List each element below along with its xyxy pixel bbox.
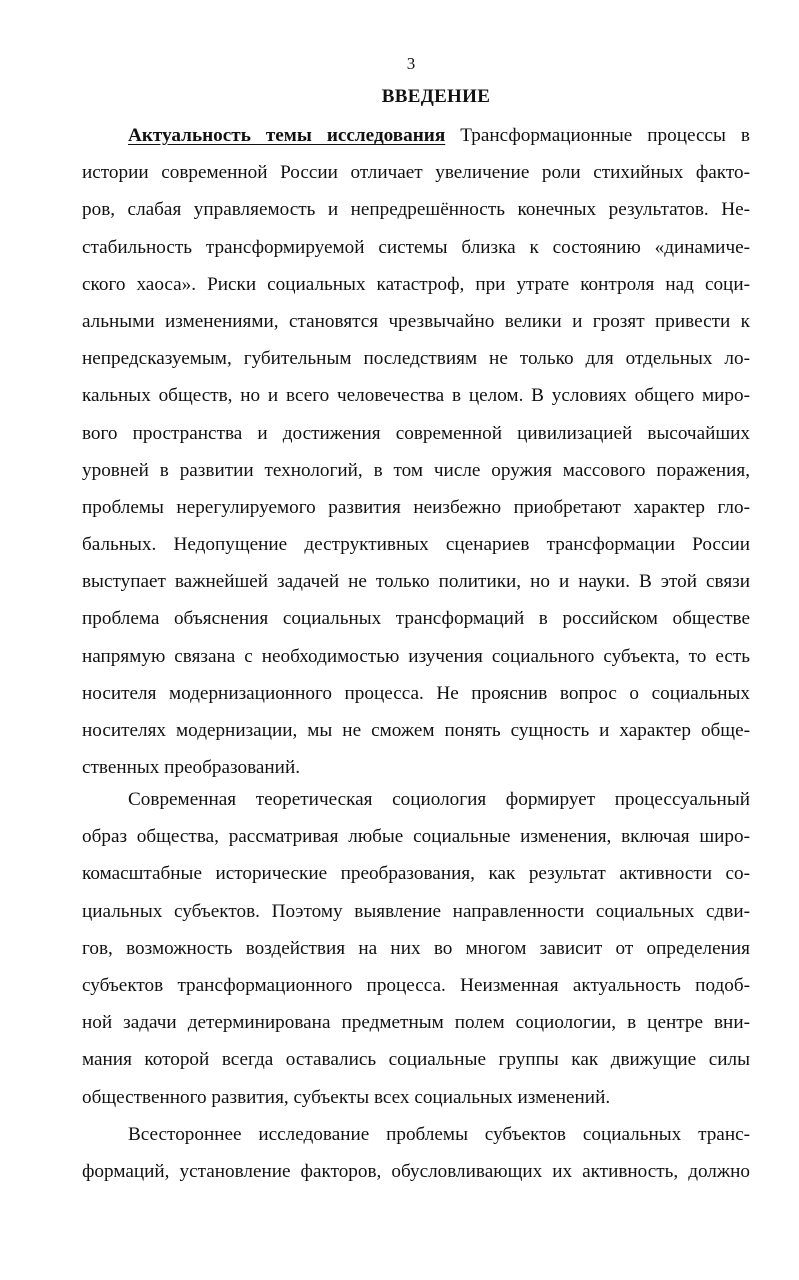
paragraph-line: мания которой всегда оставались социальные группы как движущие силы bbox=[82, 1049, 750, 1071]
paragraph-line: стабильность трансформируемой системы близка к состоянию «динамиче- bbox=[82, 236, 750, 258]
paragraph-line: общественного развития, субъекты всех социальных изменений. bbox=[82, 1086, 611, 1108]
paragraph-line: непредсказуемым, губительным последствиям не только для отдельных ло- bbox=[82, 348, 750, 370]
paragraph-line: альными изменениями, становятся чрезвычайно велики и грозят привести к bbox=[82, 310, 750, 332]
paragraph-subjects bbox=[82, 1116, 750, 1190]
paragraph-line: кальных обществ, но и всего человечества в целом. В условиях общего миро- bbox=[82, 385, 750, 407]
paragraph-relevance bbox=[82, 117, 750, 786]
paragraph-line: выступает важнейшей задачей не только политики, но и науки. В этой связи bbox=[82, 571, 750, 593]
relevance-term: Актуальность темы исследования bbox=[128, 125, 446, 146]
paragraph-line: Современная теоретическая социология формирует процессуальный bbox=[128, 789, 750, 810]
paragraph-line: формаций, установление факторов, обусловливающих их активность, должно bbox=[82, 1161, 750, 1183]
paragraph-line: проблема объяснения социальных трансформаций в российском обществе bbox=[82, 608, 750, 630]
paragraph-line: носителя модернизационного процесса. Не прояснив вопрос о социальных bbox=[82, 682, 750, 704]
paragraph-line: бальных. Недопущение деструктивных сценариев трансформации России bbox=[82, 534, 750, 556]
paragraph-line: комасштабные исторические преобразования, как результат активности со- bbox=[82, 863, 750, 885]
paragraph-line: напрямую связана с необходимостью изучения социального субъекта, то есть bbox=[82, 645, 750, 667]
paragraph-line: уровней в развитии технологий, в том числе оружия массового поражения, bbox=[82, 459, 750, 481]
paragraph-line: истории современной России отличает увеличение роли стихийных факто- bbox=[82, 162, 750, 184]
paragraph-line: ского хаоса». Риски социальных катастроф, при утрате контроля над соци- bbox=[82, 273, 750, 295]
paragraph-line: гов, возможность воздействия на них во многом зависит от определения bbox=[82, 937, 750, 959]
paragraph-line: образ общества, рассматривая любые социальные изменения, включая широ- bbox=[82, 826, 750, 848]
paragraph-line: вого пространства и достижения современной цивилизацией высочайших bbox=[82, 422, 750, 444]
paragraph-line: проблемы нерегулируемого развития неизбежно приобретают характер гло- bbox=[82, 496, 750, 518]
paragraph-line: ров, слабая управляемость и непредрешённость конечных результатов. Не- bbox=[82, 199, 750, 221]
paragraph-line: ной задачи детерминирована предметным полем социологии, в центре вни- bbox=[82, 1012, 750, 1034]
paragraph-line: Актуальность темы исследования Трансформационные процессы в bbox=[128, 125, 750, 146]
paragraph-line: ственных преобразований. bbox=[82, 757, 301, 779]
page-number: 3 bbox=[406, 54, 416, 73]
paragraph-sociology bbox=[82, 781, 750, 1116]
section-heading: ВВЕДЕНИЕ bbox=[381, 86, 491, 107]
paragraph-line: носителях модернизации, мы не сможем понять сущность и характер обще- bbox=[82, 720, 750, 741]
paragraph-line: Всестороннее исследование проблемы субъектов социальных транс- bbox=[128, 1124, 750, 1145]
paragraph-line: циальных субъектов. Поэтому выявление направленности социальных сдви- bbox=[82, 900, 750, 922]
paragraph-line: субъектов трансформационного процесса. Неизменная актуальность подоб- bbox=[82, 974, 750, 996]
